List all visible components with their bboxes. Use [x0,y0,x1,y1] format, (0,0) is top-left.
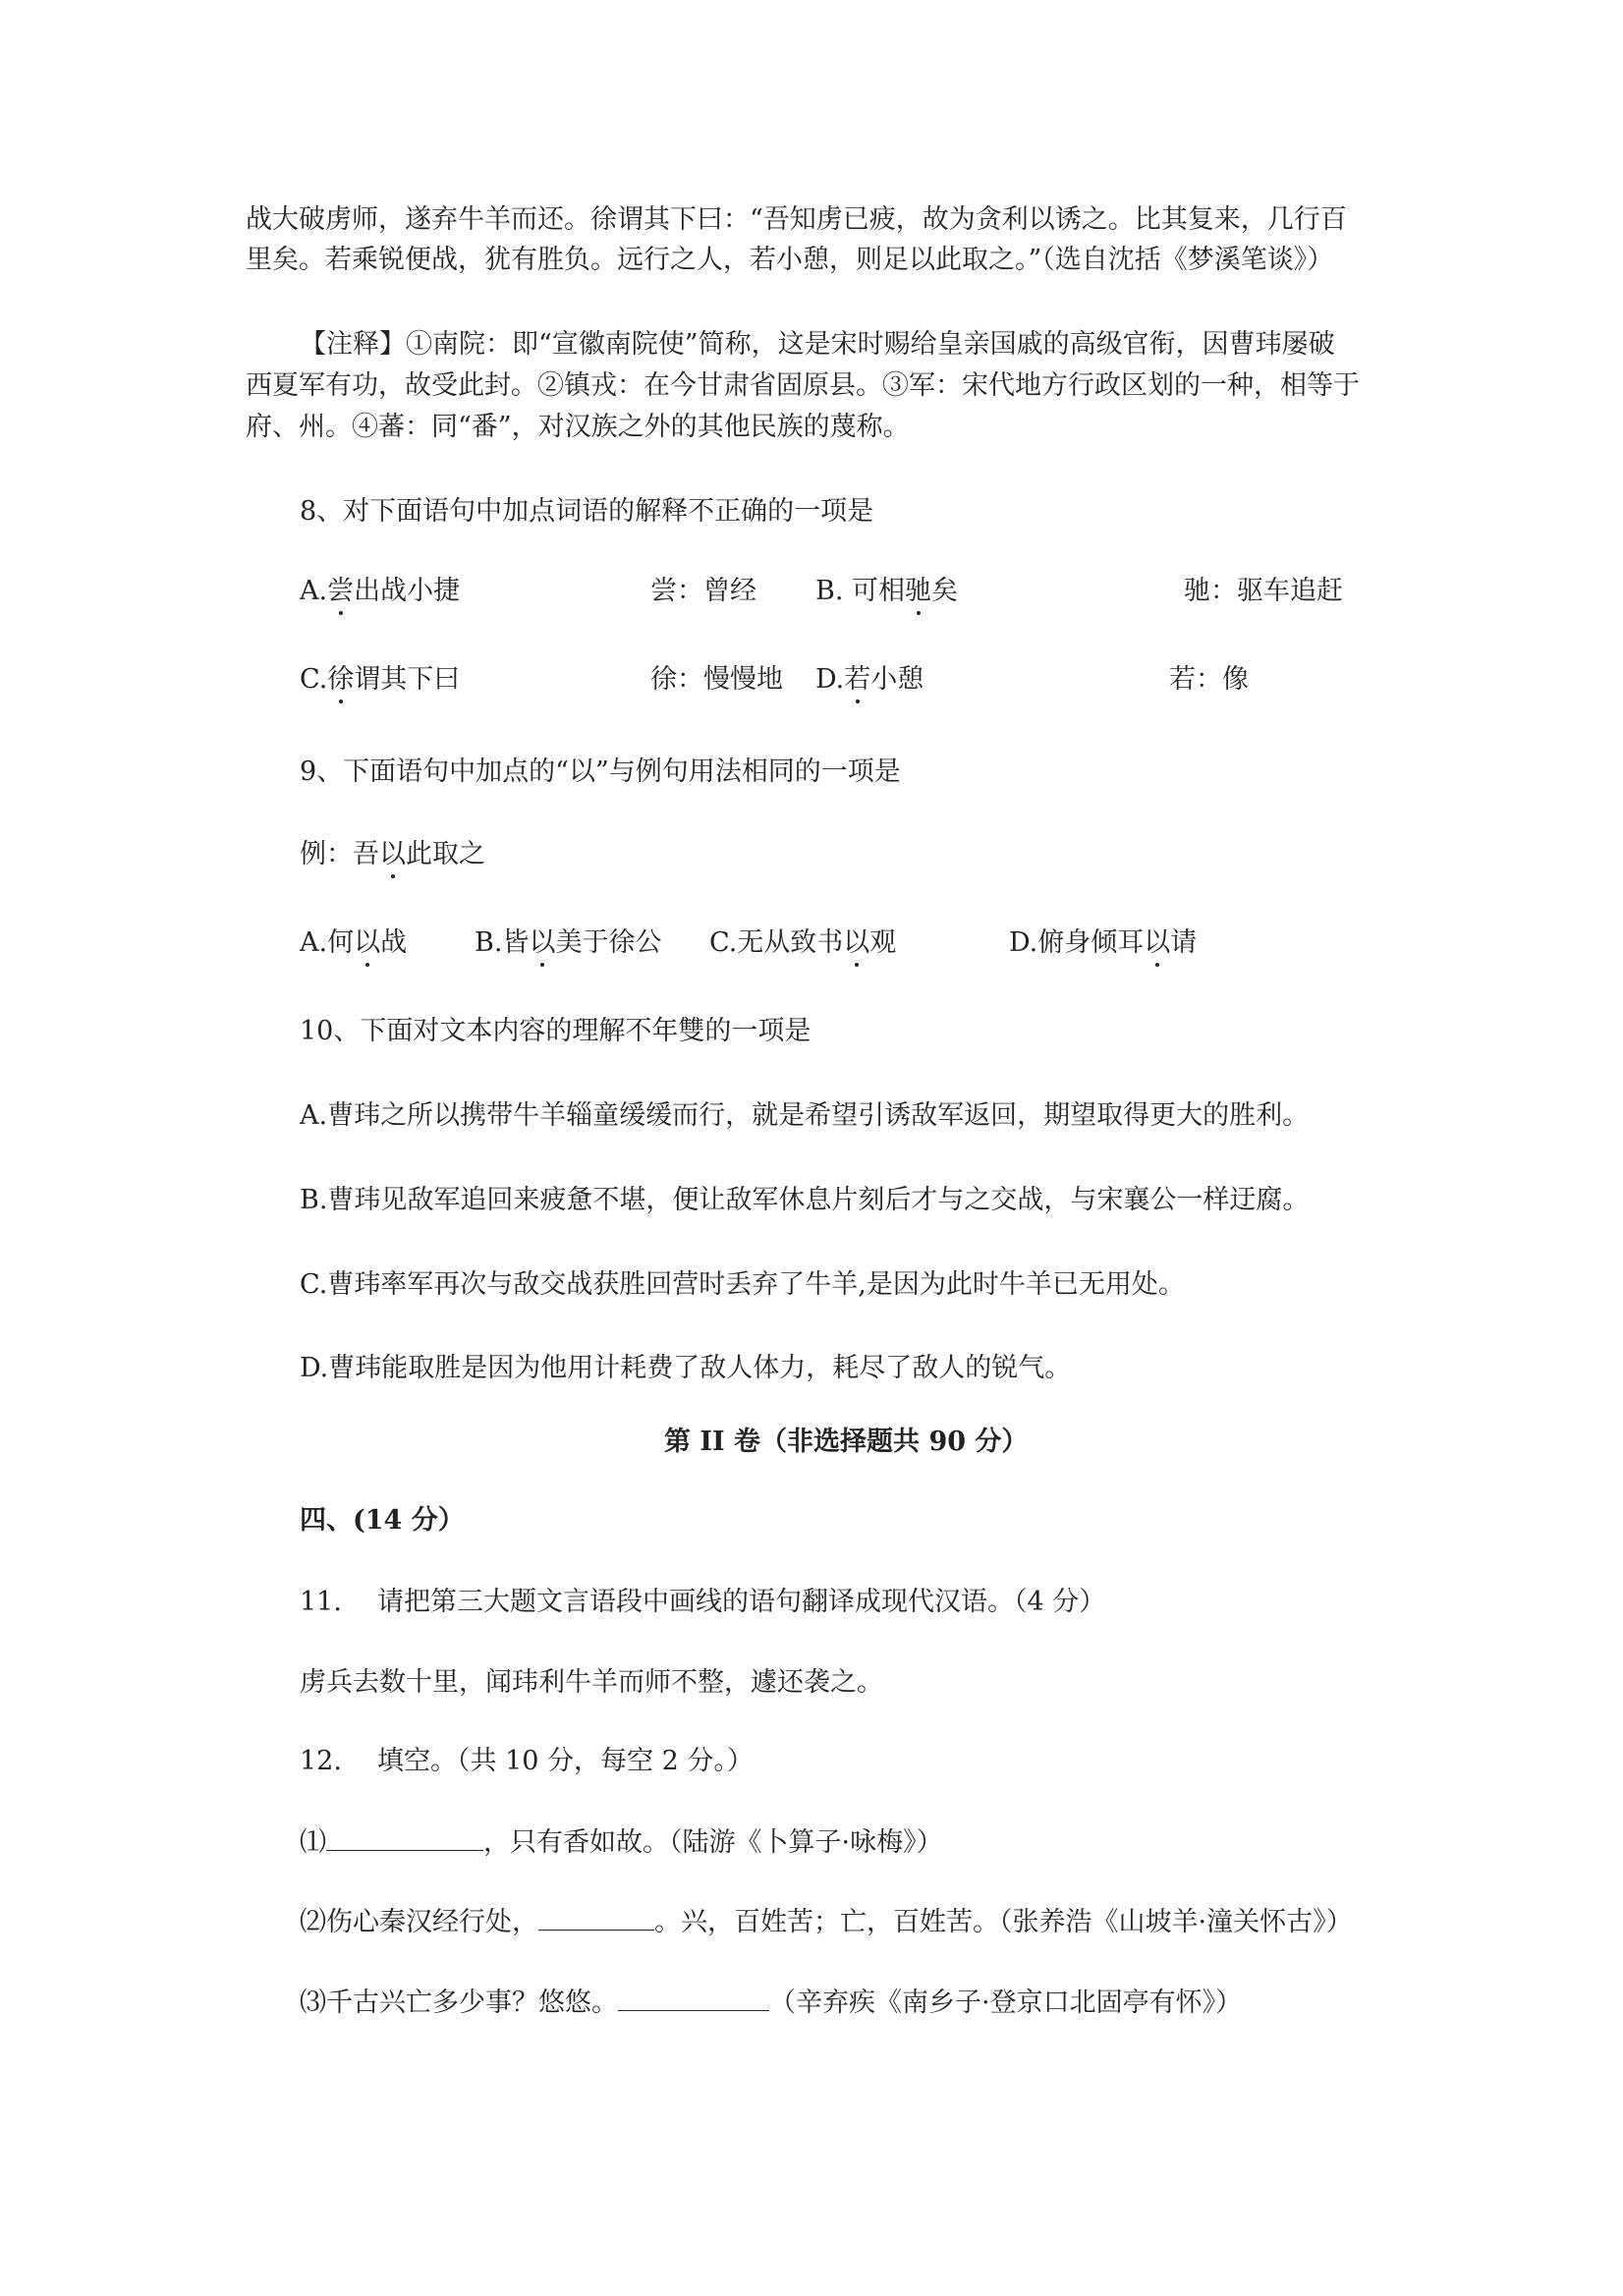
q8-option-b: B. 可相驰矣 [815,574,958,609]
notes-line-2: 西夏军有功，故受此封。②镇戎：在今甘肃省固原县。③军：宋代地方行政区划的一种，相等于 [246,370,1360,401]
fill-line-3: ⑶千古兴亡多少事？悠悠。 （辛弃疾《南乡子·登京口北固亭有怀》） [300,1985,1242,2021]
q9-option-b: B.皆以美于徐公 [475,925,661,961]
q8-option-d-gloss: 若：像 [1169,664,1249,695]
answer-blank[interactable] [538,1904,654,1931]
q8-option-a: A.尝出战小捷 [300,574,460,609]
q9-example: 例：吾以此取之 [300,837,485,872]
answer-blank[interactable] [326,1824,483,1851]
dotted-char: 以 [843,925,869,961]
dotted-char: 以 [354,925,380,961]
passage-line-1: 战大破虏师，遂弃牛羊而还。徐谓其下曰：“吾知虏已疲，故为贪利以诱之。比其复来，几行百 [246,204,1347,235]
part4-heading: 四、(14 分） [300,1505,465,1536]
q10-option-c: C.曹玮率军再次与敌交战获胜回营时丢弃了牛羊,是因为此时牛羊已无用处。 [300,1269,1185,1300]
q8-option-b-gloss: 驰：驱车追赶 [1184,576,1343,606]
q9-option-d: D.俯身倾耳以请 [1009,925,1197,961]
dotted-char: 尝 [327,574,354,609]
q9-stem: 9、下面语句中加点的“以”与例句用法相同的一项是 [300,756,901,787]
q10-option-b: B.曹玮见敌军追回来疲惫不堪，便让敌军休息片刻后才与之交战，与宋襄公一样迂腐。 [300,1185,1310,1215]
q8-option-d: D.若小憩 [815,662,923,698]
notes-line-1: 【注释】①南院：即“宣徽南院使”简称，这是宋时赐给皇亲国戚的高级官衔，因曹玮屡破 [300,329,1335,360]
q9-option-c: C.无从致书以观 [709,925,896,961]
dotted-char: 以 [529,925,555,961]
fill-line-2: ⑵伤心秦汉经行处， 。兴，百姓苦；亡，百姓苦。（张养浩《山坡羊·潼关怀古》） [300,1904,1353,1940]
q11-sentence: 虏兵去数十里，闻玮利牛羊而师不整，遽还袭之。 [300,1667,883,1698]
dotted-char: 徐 [327,662,354,698]
answer-blank[interactable] [618,1985,769,2011]
dotted-char: 若 [844,662,870,698]
dotted-char: 以 [1144,925,1170,961]
q8-option-a-gloss: 尝：曾经 [650,576,756,606]
q12-text: 填空。（共 10 分，每空 2 分。） [377,1746,754,1776]
notes-line-3: 府、州。④蕃：同“番”，对汉族之外的其他民族的蔑称。 [246,412,910,442]
q10-stem: 10、下面对文本内容的理解不年雙的一项是 [300,1016,812,1046]
q11-number: 11. [300,1587,342,1617]
q11-text: 请把第三大题文言语段中画线的语句翻译成现代汉语。（4 分） [377,1587,1106,1617]
passage-line-2: 里矣。若乘锐便战，犹有胜负。远行之人，若小憩，则足以此取之。”（选自沈括《梦溪笔谈》） [246,245,1334,275]
q8-stem: 8、对下面语句中加点词语的解释不正确的一项是 [300,496,874,527]
q9-option-a: A.何以战 [300,925,407,961]
q12-number: 12. [300,1746,342,1776]
dotted-char: 驰 [905,574,931,609]
section-title: 第 II 卷（非选择题共 90 分） [664,1427,1029,1457]
q8-option-c: C.徐谓其下曰 [300,662,460,698]
q10-option-a: A.曹玮之所以携带牛羊辎童缓缓而行，就是希望引诱敌军返回，期望取得更大的胜利。 [300,1100,1310,1131]
dotted-char: 以 [379,837,406,872]
q8-option-c-gloss: 徐：慢慢地 [650,664,783,695]
fill-line-1: ⑴ ，只有香如故。（陆游《卜算子·咏梅》） [300,1824,943,1861]
q10-option-d: D.曹玮能取胜是因为他用计耗费了敌人体力，耗尽了敌人的锐气。 [300,1353,1072,1383]
